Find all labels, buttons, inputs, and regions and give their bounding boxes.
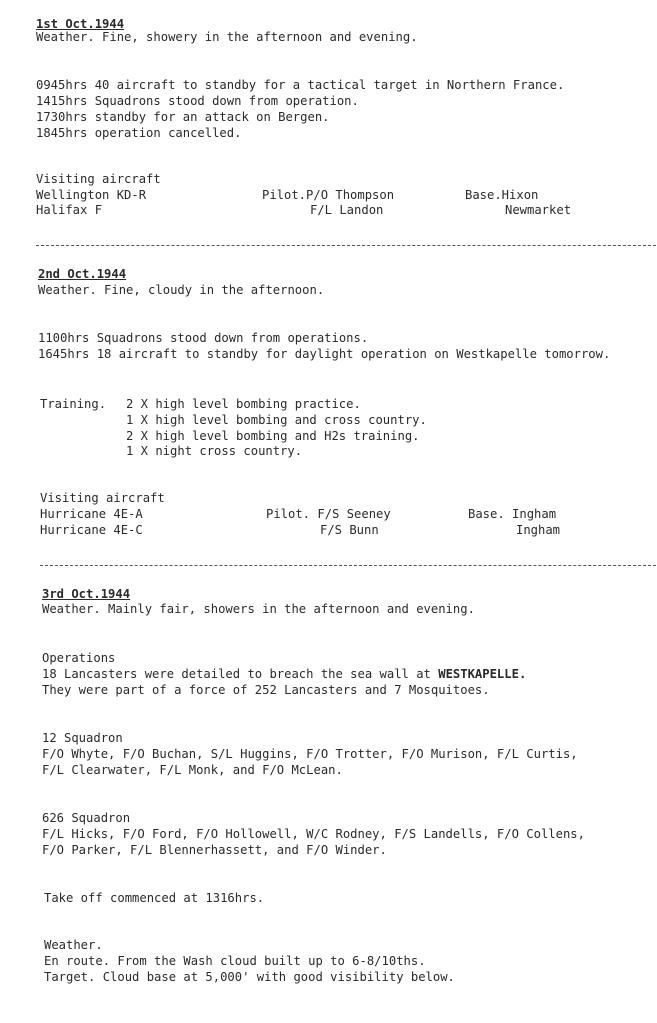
log-line: 0945hrs 40 aircraft to standby for a tactical target in Northern France. [36,78,565,92]
training-label: Training. [40,397,107,411]
log-line: 1645hrs 18 aircraft to standby for daylight operation on Westkapelle tomorrow. [38,347,611,361]
log-line: 1415hrs Squadrons stood down from operation. [36,94,359,108]
visiting-pilot: F/L Landon [310,203,384,217]
entry-date: 2nd Oct.1944 [38,267,127,281]
weather-line: Weather. Fine, cloudy in the afternoon. [38,283,325,297]
crew-list: F/L Hicks, F/O Ford, F/O Hollowell, W/C Rodney, F/S Landells, F/O Collens, [42,827,585,841]
takeoff-line: Take off commenced at 1316hrs. [44,891,265,905]
training-item: 2 X high level bombing and H2s training. [126,429,420,443]
visiting-pilot: Pilot. F/S Seeney [266,507,391,521]
visiting-pilot: F/S Bunn [320,523,379,537]
operations-target: WESTKAPELLE. [438,667,527,681]
visiting-base: Base. Ingham [468,507,557,521]
log-line: 1730hrs standby for an attack on Bergen. [36,110,330,124]
visiting-aircraft: Hurricane 4E-A [40,507,143,521]
squadron-heading: 626 Squadron [42,811,131,825]
weather-line: Weather. Fine, showery in the afternoon and evening. [36,30,418,44]
visiting-aircraft: Wellington KD-R [36,188,147,202]
visiting-base: Newmarket [505,203,572,217]
visiting-base: Ingham [516,523,561,537]
training-item: 1 X night cross country. [126,444,303,458]
visiting-heading: Visiting aircraft [40,491,165,505]
visiting-heading: Visiting aircraft [36,172,161,186]
visiting-aircraft: Halifax F [36,203,103,217]
operations-line: They were part of a force of 252 Lancasters and 7 Mosquitoes. [42,683,490,697]
log-line: 1100hrs Squadrons stood down from operations. [38,331,369,345]
section-divider [40,565,656,566]
crew-list: F/O Parker, F/L Blennerhassett, and F/O Winder. [42,843,387,857]
log-line: 1845hrs operation cancelled. [36,126,242,140]
weather-detail: Target. Cloud base at 5,000' with good visibility below. [44,970,455,984]
crew-list: F/O Whyte, F/O Buchan, S/L Huggins, F/O Trotter, F/O Murison, F/L Curtis, [42,747,578,761]
operations-text: 18 Lancasters were detailed to breach the sea wall at [42,667,439,681]
weather-detail: En route. From the Wash cloud built up to 6-8/10ths. [44,954,426,968]
squadron-heading: 12 Squadron [42,731,123,745]
entry-date: 1st Oct.1944 [36,17,125,31]
operations-heading: Operations [42,651,116,665]
training-item: 1 X high level bombing and cross country. [126,413,427,427]
crew-list: F/L Clearwater, F/L Monk, and F/O McLean. [42,763,343,777]
operations-line [42,666,526,682]
weather-heading: Weather. [44,938,103,952]
section-divider [36,245,656,246]
visiting-base: Base.Hixon [465,188,539,202]
visiting-aircraft: Hurricane 4E-C [40,523,143,537]
training-item: 2 X high level bombing practice. [126,397,361,411]
visiting-pilot: Pilot.P/O Thompson [262,188,395,202]
weather-line: Weather. Mainly fair, showers in the afternoon and evening. [42,602,475,616]
entry-date: 3rd Oct.1944 [42,587,131,601]
